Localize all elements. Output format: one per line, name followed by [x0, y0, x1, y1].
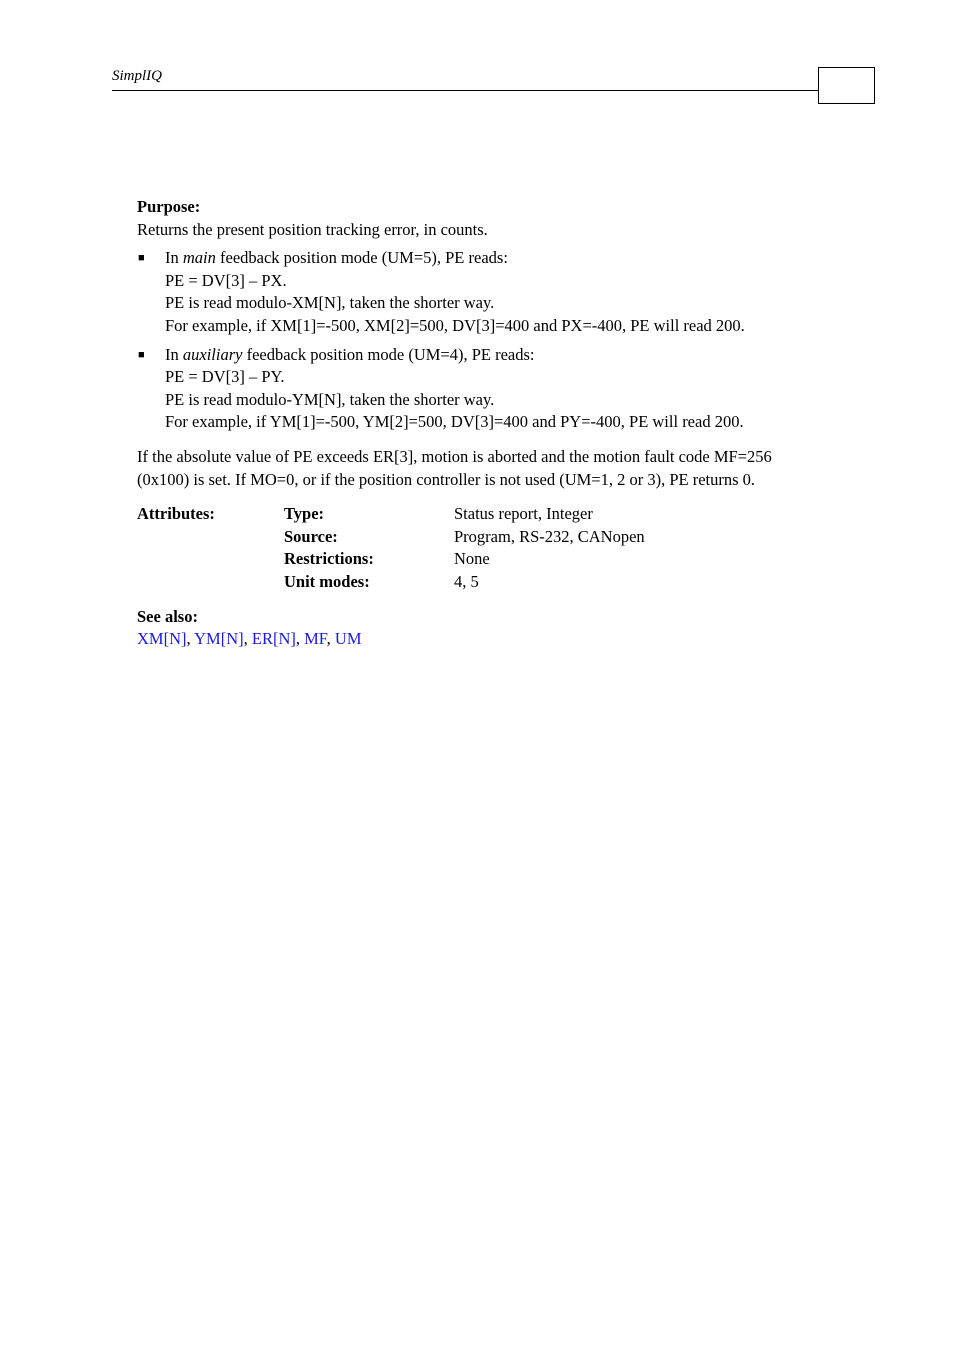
bullet-line: PE = DV[3] – PY. [165, 367, 285, 387]
link-xm[interactable]: XM[N] [137, 629, 187, 649]
bullet-auxiliary-mode [137, 344, 817, 434]
bullet-line: PE is read modulo-XM[N], taken the shorter way. [165, 293, 495, 313]
attr-value-type: Status report, Integer [454, 504, 593, 524]
attr-label-unit-modes: Unit modes: [284, 571, 370, 591]
bullet-line: For example, if YM[1]=-500, YM[2]=500, DV[3]=400 and PY=-400, PE will read 200. [165, 412, 744, 432]
page-number-box [818, 67, 875, 104]
attr-value-source: Program, RS-232, CANopen [454, 526, 645, 546]
purpose-heading: Purpose: [137, 197, 201, 216]
link-mf[interactable]: MF [304, 629, 327, 649]
attr-label-restrictions: Restrictions: [284, 549, 374, 569]
document-body [137, 196, 817, 651]
link-ym[interactable]: YM[N] [194, 629, 244, 649]
purpose-intro: Returns the present position tracking error, in counts. [137, 219, 488, 239]
emphasis-text: main [182, 248, 216, 268]
bullet-square-icon: ■ [138, 348, 145, 361]
see-also-section [137, 606, 817, 651]
bullet-square-icon: ■ [138, 252, 145, 265]
bullet-line: PE is read modulo-YM[N], taken the shorter way. [165, 389, 495, 409]
page-header [112, 66, 875, 104]
attr-label-source: Source: [284, 526, 338, 546]
see-also-links: XM[N], YM[N], ER[N], MF, UM [137, 629, 362, 649]
bullet-first-line: In auxiliary feedback position mode (UM=4), PE reads: [165, 344, 535, 364]
emphasis-text: auxiliary [182, 344, 243, 364]
header-title: SimplIQ [112, 68, 162, 84]
link-er[interactable]: ER[N] [251, 629, 296, 649]
bullet-first-line: In main feedback position mode (UM=5), PE reads: [165, 248, 508, 268]
attr-label-type: Type: [284, 504, 325, 524]
bullet-line: PE = DV[3] – PX. [165, 270, 287, 290]
bullet-main-mode [137, 247, 817, 337]
see-also-heading: See also: [137, 606, 198, 626]
attributes-table [137, 503, 817, 593]
attr-value-restrictions: None [454, 549, 490, 569]
link-um[interactable]: UM [334, 629, 362, 649]
bullet-line: For example, if XM[1]=-500, XM[2]=500, DV[3]=400 and PX=-400, PE will read 200. [165, 315, 745, 335]
error-paragraph: If the absolute value of PE exceeds ER[3], motion is aborted and the motion fault code MF=256 (0x100) is set. If MO=0, or if the position controller is not used (UM=1, 2 or 3), PE returns 0. [137, 446, 772, 489]
attr-value-unit-modes: 4, 5 [454, 571, 479, 591]
header-rule [112, 90, 818, 91]
attributes-heading: Attributes: [137, 504, 215, 524]
